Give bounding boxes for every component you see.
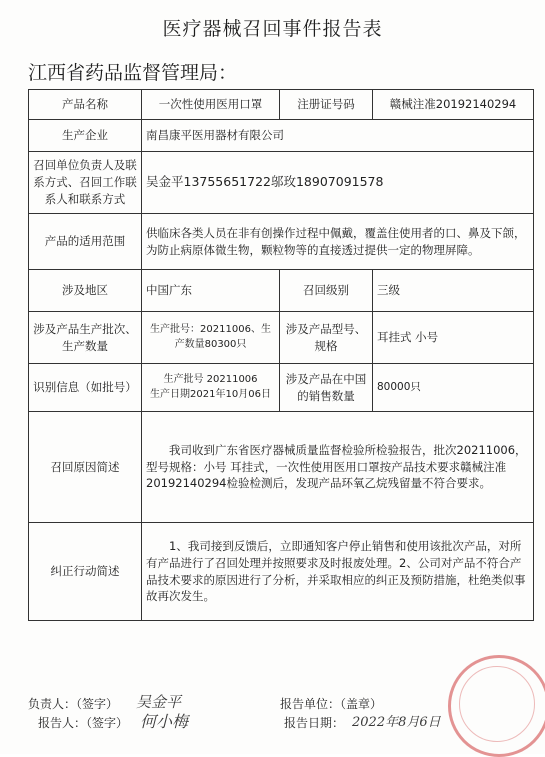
ident-date: 生产日期2021年10月06日 — [150, 388, 271, 400]
date-label: 报告日期： — [284, 716, 345, 730]
batch-value: 生产批号：20211006、生产数量80300只 — [142, 312, 280, 364]
scope-label: 产品的适用范围 — [29, 214, 142, 270]
action-label: 纠正行动简述 — [29, 523, 142, 621]
reason-value: 我司收到广东省医疗器械质量监督检验所检验报告，批次20211006，型号规格：小号 耳挂式，一次性使用医用口罩按产品技术要求赣械注准20192140294检验检测后，发现产品环氧乙烷残留量不符合要求。 — [142, 412, 534, 523]
level-label: 召回级别 — [280, 270, 373, 312]
region-label: 涉及地区 — [29, 270, 142, 312]
china-sales-label: 涉及产品在中国的销售数量 — [280, 364, 373, 412]
china-sales-value: 80000只 — [373, 364, 534, 412]
region-value: 中国广东 — [142, 270, 280, 312]
contact-value: 吴金平13755651722邬玫18907091578 — [142, 152, 534, 214]
batch-label: 涉及产品生产批次、生产数量 — [29, 312, 142, 364]
scope-value: 供临床各类人员在非有创操作过程中佩戴，覆盖住使用者的口、鼻及下颌，为防止病原体微生物，颗粒物等的直接透过提供一定的物理屏障。 — [142, 214, 534, 270]
manufacturer-value: 南昌康平医用器材有限公司 — [142, 120, 534, 152]
reg-no-value: 赣械注准20192140294 — [373, 90, 534, 120]
reporter-signature: 何小梅 — [140, 712, 189, 731]
report-date: 2022年8月6日 — [352, 715, 441, 730]
addressee: 江西省药品监督管理局： — [28, 62, 238, 84]
ident-batch: 生产批号 20211006 — [163, 374, 258, 385]
contact-label: 召回单位负责人及联系方式、召回工作联系人和联系方式 — [29, 152, 142, 214]
unit-label: 报告单位：（盖章） — [280, 697, 383, 711]
report-form-table — [28, 89, 534, 621]
reg-no-label: 注册证号码 — [280, 90, 373, 120]
manufacturer-label: 生产企业 — [29, 120, 142, 152]
level-value: 三级 — [373, 270, 534, 312]
product-name-label: 产品名称 — [29, 90, 142, 120]
reason-label: 召回原因简述 — [29, 412, 142, 523]
model-value: 耳挂式 小号 — [373, 312, 534, 364]
ident-value — [142, 364, 280, 412]
action-value: 1、我司接到反馈后，立即通知客户停止销售和使用该批次产品，对所有产品进行了召回处理并按照要求及时报废处理。2、公司对产品不符合产品技术要求的原因进行了分析，并采取相应的纠正及预防措施，杜绝类似事故再次发生。 — [142, 523, 534, 621]
responsible-signature: 吴金平 — [136, 693, 182, 711]
company-seal — [448, 655, 545, 757]
reporter-label: 报告人：（签字） — [38, 716, 129, 730]
responsible-label: 负责人：（签字） — [28, 697, 119, 711]
document-title: 医疗器械召回事件报告表 — [162, 18, 383, 40]
ident-label: 识别信息（如批号） — [29, 364, 142, 412]
model-label: 涉及产品型号、规格 — [280, 312, 373, 364]
product-name-value: 一次性使用医用口罩 — [142, 90, 280, 120]
